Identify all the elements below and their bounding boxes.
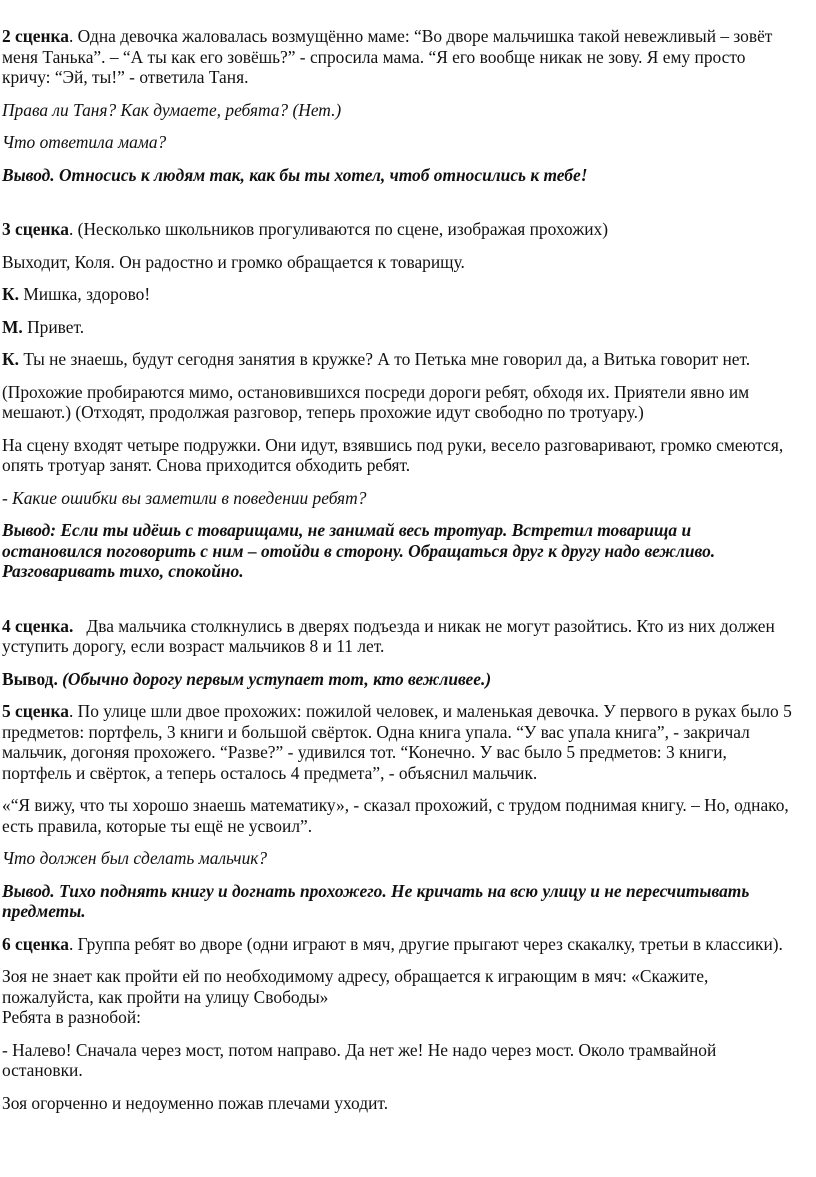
- scene-6-paragraph: [0, 934, 816, 955]
- scene-4-paragraph: [0, 616, 816, 657]
- scene-3-dialogue-k2: [0, 349, 816, 370]
- dialogue-text: Привет.: [22, 316, 85, 337]
- scene-6-heading: 6 сценка: [2, 933, 69, 954]
- scene-4-text: Два мальчика столкнулись в дверях подъезда и никак не могут разойтись. Кто из них должен уступить дорогу, если возраст мальчиков 8 и 11 лет.: [2, 615, 780, 656]
- scene-5-text: . По улице шли двое прохожих: пожилой человек, и маленькая девочка. У первого в руках было 5 предметов: портфель, 3 книги и большой свёрток. Одна книга упала. “У вас упала книга”, - закричал мальчик, догоняя прохожего. “Разве?” - удивился тот. “Конечно. У вас было 5 предметов: 3 книги, портфель и свёрток, а теперь осталось 4 предмета”, - объяснил мальчик.: [2, 701, 792, 783]
- scene-3-text: . (Несколько школьников прогуливаются по сцене, изображая прохожих): [68, 219, 608, 239]
- spacer: [0, 197, 816, 219]
- scene-6-line-3: - Налево! Сначала через мост, потом направо. Да нет же! Не надо через мост. Около трамвайной остановки.: [2, 1039, 717, 1080]
- scene-2-question-1: Права ли Таня? Как думаете, ребята? (Нет.): [2, 99, 342, 120]
- spacer: [0, 594, 816, 616]
- document-page: [0, 26, 816, 1125]
- speaker-m: М.: [2, 316, 23, 337]
- scene-5-question: Что должен был сделать мальчик?: [2, 848, 268, 868]
- scene-5-heading: 5 сценка: [2, 701, 69, 721]
- scene-6-line-1: Зоя не знает как пройти ей по необходимому адресу, обращается к играющим в мяч: «Скажите, пожалуйста, как пройти на улицу Свободы»: [2, 966, 709, 1007]
- scene-2-text: . Одна девочка жаловалась возмущённо маме: “Во дворе мальчишка такой невежливый – зовёт меня Танька”. – “А ты как его зовёшь?” - спросила мама. “Я его вообще никак не зову. Я ему просто кричу: “Эй, ты!” - ответила Таня.: [2, 26, 773, 87]
- question-text: Какие ошибки вы заметили в поведении ребят?: [12, 487, 367, 508]
- scene-2-conclusion: Вывод. Относись к людям так, как бы ты хотел, чтоб относились к тебе!: [2, 164, 588, 185]
- scene-6-line-2: Ребята в разнобой:: [2, 1007, 141, 1027]
- dialogue-text: Мишка, здорово!: [18, 284, 151, 304]
- scene-3-remark: (Прохожие пробираются мимо, остановившихся посреди дороги ребят, обходя их. Приятели явно им мешают.) (Отходят, продолжая разговор, теперь прохожие идут свободно по тротуару.): [2, 381, 750, 422]
- scene-3-question: [0, 488, 816, 509]
- scene-6-text: . Группа ребят во дворе (одни играют в мяч, другие прыгают через скакалку, третьи в классики).: [68, 933, 783, 954]
- scene-3-line-2: На сцену входят четыре подружки. Они идут, взявшись под руки, весело разговаривают, громко смеются, опять тротуар занят. Снова приходится обходить ребят.: [2, 434, 784, 475]
- scene-4-conclusion: [0, 669, 816, 690]
- scene-3-dialogue-m1: [0, 317, 816, 338]
- scene-6-line-4: Зоя огорченно и недоуменно пожав плечами уходит.: [2, 1092, 389, 1113]
- speaker-k: К.: [2, 284, 19, 304]
- scene-2-question-2: Что ответила мама?: [2, 132, 167, 152]
- scene-5-paragraph: [0, 701, 816, 783]
- scene-2-paragraph: [0, 26, 816, 88]
- conclusion-text: (Обычно дорогу первым уступает тот, кто вежливее.): [62, 668, 492, 689]
- scene-5-quote: «“Я вижу, что ты хорошо знаешь математику», - сказал прохожий, с трудом поднимая книгу. – Но, однако, есть правила, которые ты ещё не усвоил”.: [2, 795, 789, 836]
- scene-2-heading: 2 сценка: [2, 26, 69, 46]
- scene-3-line-1: Выходит, Коля. Он радостно и громко обращается к товарищу.: [2, 251, 465, 272]
- question-prefix: -: [2, 487, 13, 508]
- scene-3-heading: 3 сценка: [2, 219, 69, 239]
- conclusion-label: Вывод.: [2, 668, 63, 689]
- speaker-k: К.: [2, 349, 19, 369]
- scene-3-dialogue-k1: [0, 284, 816, 305]
- scene-4-heading: 4 сценка.: [2, 615, 74, 636]
- scene-5-conclusion: Вывод. Тихо поднять книгу и догнать прохожего. Не кричать на всю улицу и не пересчитывать предметы.: [2, 880, 750, 921]
- scene-3-conclusion: Вывод: Если ты идёшь с товарищами, не занимай весь тротуар. Встретил товарища и остановился поговорить с ним – отойди в сторону. Обращаться друг к другу надо вежливо. Разговаривать тихо, спокойно.: [2, 520, 716, 581]
- scene-3-paragraph: [0, 219, 816, 240]
- dialogue-text: Ты не знаешь, будут сегодня занятия в кружке? А то Петька мне говорил да, а Витька говорит нет.: [18, 349, 751, 369]
